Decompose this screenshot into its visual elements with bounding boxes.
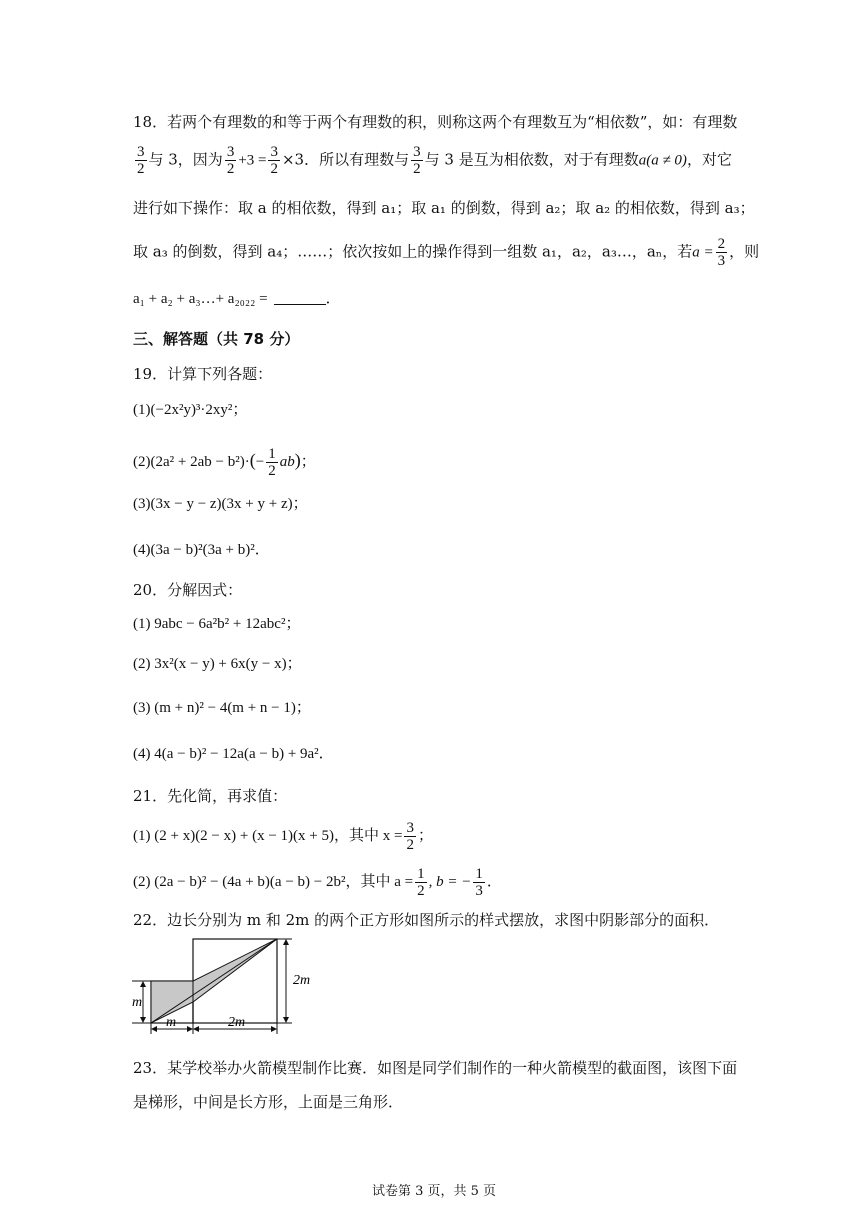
fraction-2-3: $\frac{2}{3}$ bbox=[717, 236, 726, 269]
q18-line5: a₁ + a₂ + a₃…+ a₂₀₂₂ = ． bbox=[133, 289, 341, 307]
q23-line1: 23．某学校举办火箭模型制作比赛．如图是同学们制作的一种火箭模型的截面图，该图下面 bbox=[133, 1059, 738, 1077]
q23-line2: 是梯形，中间是长方形，上面是三角形． bbox=[133, 1093, 404, 1111]
fraction-3-2b: $\frac{3}{2}$ bbox=[226, 144, 235, 177]
fraction-3-2d: $\frac{3}{2}$ bbox=[413, 144, 421, 177]
q21-title: 21．先化简，再求值： bbox=[133, 787, 288, 805]
q19-part3: (3)(3x − y − z)(3x + y + z)； bbox=[133, 496, 308, 512]
fraction-3-2: $\frac{3}{2}$ bbox=[137, 144, 145, 177]
fraction-1-2: $\frac{1}{2}$ bbox=[268, 446, 276, 479]
fraction-3-2-x: $\frac{3}{2}$ bbox=[406, 820, 414, 853]
fraction-3-2c: $\frac{3}{2}$ bbox=[270, 144, 278, 177]
q22-text: 22．边长分别为 m 和 2m 的两个正方形如图所示的样式摆放，求图中阴影部分的面积． bbox=[133, 911, 720, 929]
q20-part2: (2) 3x²(x − y) + 6x(y − x)； bbox=[133, 656, 302, 672]
fraction-1-2-a: $\frac{1}{2}$ bbox=[417, 866, 425, 899]
q18-line2: $\frac{3}{2}$ 与 3，因为 $\frac{3}{2}$ +3 = $\frac{3}{2}$ ×3．所以有理数与 $\frac{3}{2}$ 与 3 是互为相依数，对于有理数a(a ≠ 0)，对它 bbox=[137, 144, 732, 177]
answer-blank[interactable] bbox=[274, 290, 326, 305]
q19-part2: (2)(2a² + 2ab − b²)·(− $\frac{1}{2}$ ab)； bbox=[133, 446, 316, 479]
q18-line4: 取 a₃ 的倒数，得到 a₄；……；依次按如上的操作得到一组数 a₁，a₂，a₃…，aₙ，若a = $\frac{2}{3}$ ，则 bbox=[133, 236, 760, 269]
label-m-bottom: m bbox=[166, 1015, 177, 1030]
q21-part1: (1) (2 + x)(2 − x) + (x − 1)(x + 5)，其中 x = $\frac{3}{2}$ ； bbox=[133, 820, 433, 853]
q20-part1: (1) 9abc − 6a²b² + 12abc²； bbox=[133, 616, 301, 632]
label-2m-right: 2m bbox=[293, 973, 311, 988]
page-footer: 试卷第 3 页，共 5 页 bbox=[371, 1184, 497, 1199]
q19-title: 19．计算下列各题： bbox=[133, 365, 273, 383]
q20-title: 20．分解因式： bbox=[133, 581, 243, 599]
q18-line1: 18．若两个有理数的和等于两个有理数的积，则称这两个有理数互为“相依数”，如：有理数 bbox=[133, 113, 738, 131]
label-2m-bottom: 2m bbox=[228, 1015, 246, 1030]
squares-figure bbox=[128, 936, 328, 1036]
fraction-1-3-b: $\frac{1}{3}$ bbox=[475, 866, 483, 899]
q19-part4: (4)(3a − b)²(3a + b)²． bbox=[133, 542, 270, 558]
section-heading: 三、解答题（共 78 分） bbox=[133, 330, 300, 348]
q20-part3: (3) (m + n)² − 4(m + n − 1)； bbox=[133, 700, 311, 716]
q19-part1: (1)(−2x²y)³·2xy²； bbox=[133, 402, 248, 418]
q20-part4: (4) 4(a − b)² − 12a(a − b) + 9a²． bbox=[133, 746, 334, 762]
shaded-region-big bbox=[193, 939, 277, 1002]
label-m-left: m bbox=[132, 995, 143, 1010]
q21-part2: (2) (2a − b)² − (4a + b)(a − b) − 2b²，其中 a = $\frac{1}{2}$ , b = − $\frac{1}{3}$ ． bbox=[133, 866, 502, 899]
q18-line3: 进行如下操作：取 a 的相依数，得到 a₁；取 a₁ 的倒数，得到 a₂；取 a₂ 的相依数，得到 a₃； bbox=[133, 199, 755, 217]
